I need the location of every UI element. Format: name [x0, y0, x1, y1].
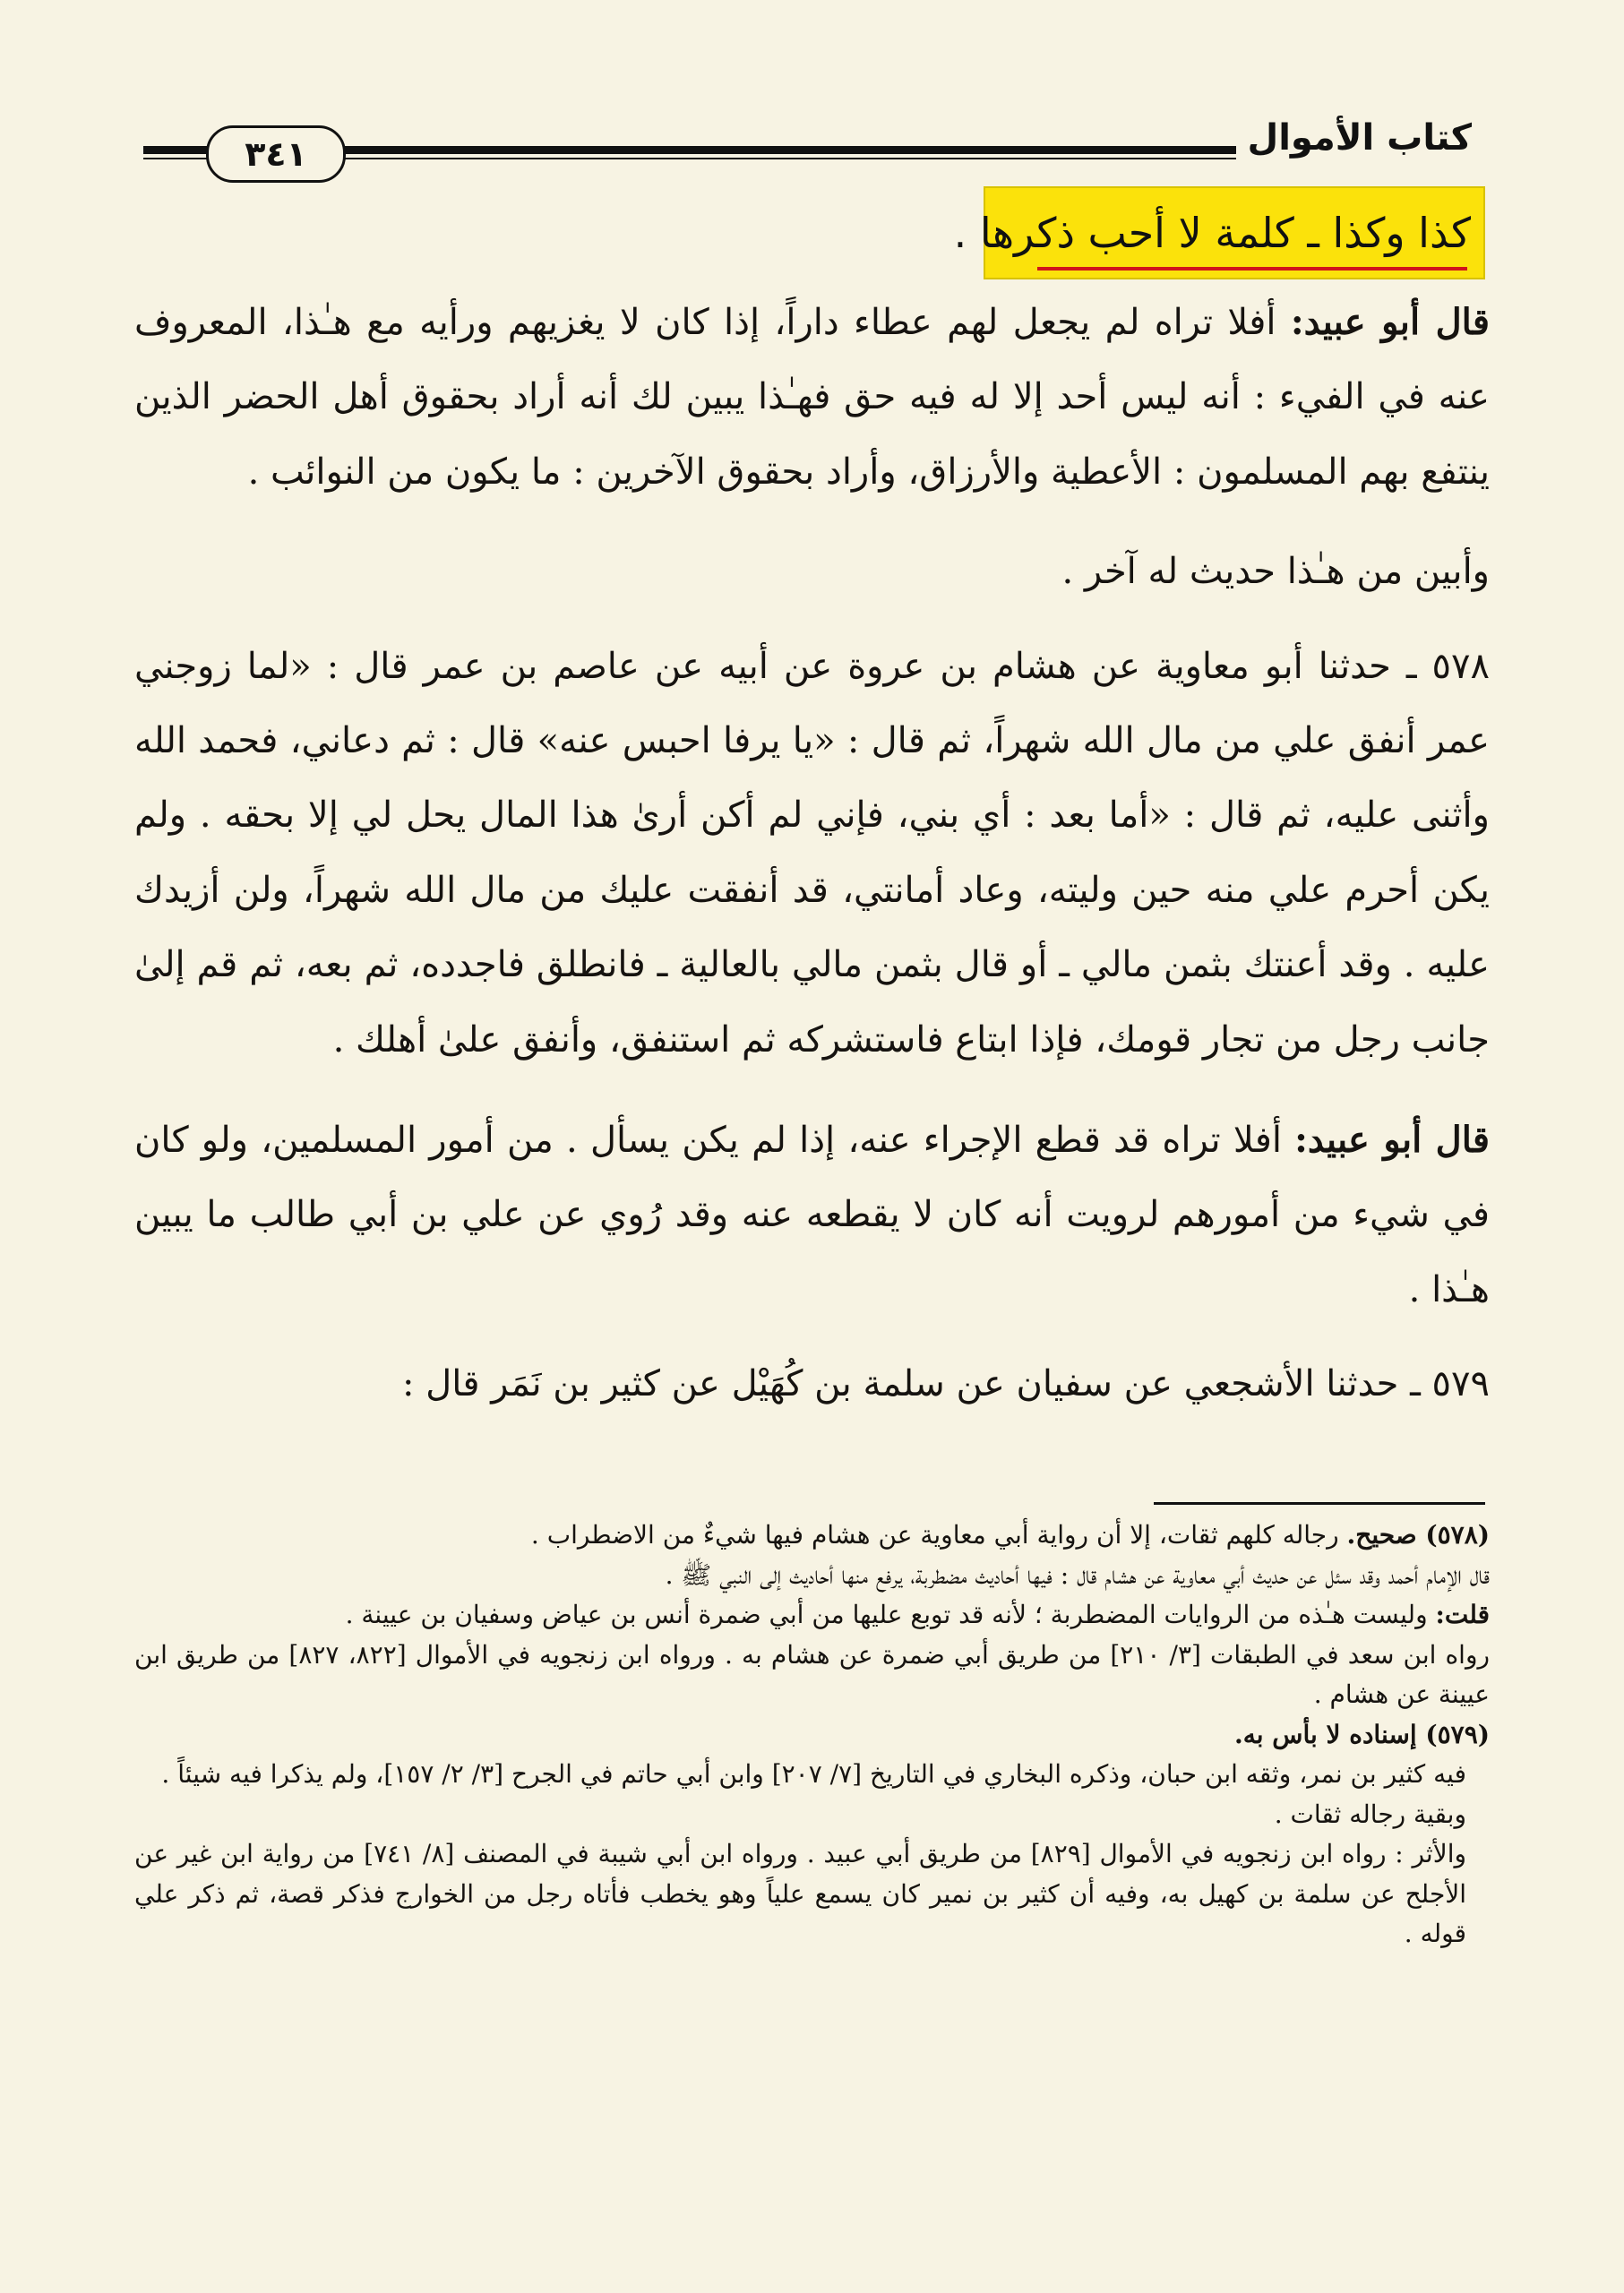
footnote-579-athar: والأثر : رواه ابن زنجويه في الأموال [٨٢٩] من طريق أبي عبيد . ورواه ابن أبي شيبة في المصنف [٨/ ٧٤١] من رواية ابن غير عن الأجلح عن سلمة بن كهيل به، وفيه أن كثير بن نمير كان يسمع علياً وهو يخطب فأتاه رجل من الخوارج فذكر قصة، ثم ذكر علي قوله .: [134, 1839, 1467, 1948]
main-text: [134, 285, 1490, 1422]
hadith-578: ٥٧٨ ـ حدثنا أبو معاوية عن هشام بن عروة عن أبيه عن عاصم بن عمر قال : «لما زوجني عمر أنفق علي من مال الله شهراً، ثم قال : «يا يرفا احبس عنه» قال : ثم دعاني، فحمد الله وأثنى عليه، ثم قال : «أما بعد : أي بني، فإني لم أكن أرىٰ هذا المال يحل لي إلا بحقه . ولم يكن أحرم علي منه حين وليته، وعاد أمانتي، قد أنفقت عليك من مال الله شهراً، ولن أزيدك عليه . وقد أعنتك بثمن مالي ـ أو قال بثمن مالي بالعالية ـ فانطلق فاجدده، ثم بعه، ثم قم إلىٰ جانب رجل من تجار قومك، فإذا ابتاع فاستشركه ثم استنفق، وأنفق علىٰ أهلك .: [134, 645, 1490, 1061]
paragraph-abu-ubayd-2: [134, 1103, 1490, 1327]
footnotes: [134, 1516, 1490, 1954]
footnote-579-rijal: وبقية رجاله ثقات .: [1274, 1799, 1466, 1829]
paragraph-abu-ubayd-1: [134, 285, 1490, 510]
highlight-text: كذا وكذا ـ كلمة لا أحب ذكرها .: [953, 209, 1471, 257]
footnote-divider: [1154, 1502, 1485, 1505]
footnote-578: [134, 1516, 1490, 1556]
footnote-579-label: (٥٧٩) إسناده لا بأس به.: [1234, 1719, 1490, 1749]
footnote-label: (٥٧٨) صحيح.: [1346, 1520, 1490, 1550]
hadith-579: ٥٧٩ ـ حدثنا الأشجعي عن سفيان عن سلمة بن كُهَيْل عن كثير بن نَمَر قال :: [401, 1363, 1490, 1405]
footnote-578-takhrij: رواه ابن سعد في الطبقات [٣/ ٢١٠] من طريق أبي ضمرة عن هشام به . ورواه ابن زنجويه في الأموال [٨٢٢، ٨٢٧] من طريق ابن عيينة عن هشام .: [134, 1639, 1491, 1709]
highlight-underline: [1037, 267, 1467, 271]
footnote-579-text: فيه كثير بن نمر، وثقه ابن حبان، وذكره البخاري في التاريخ [٧/ ٢٠٧] وابن أبي حاتم في الجرح [٣/ ٢/ ١٥٧]، ولم يذكرا فيه شيئاً .: [161, 1759, 1466, 1789]
footnote-text: رجاله كلهم ثقات، إلا أن رواية أبي معاوية عن هشام فيها شيءٌ من الاضطراب .: [530, 1520, 1347, 1550]
page-number: ٣٤١: [245, 134, 307, 174]
paragraph-text: أفلا تراه لم يجعل لهم عطاء داراً، إذا كان لا يغزيهم ورأيه مع هـٰذا، المعروف عنه في الفيء : أنه ليس أحد إلا له فيه حق فهـٰذا يبين لك أنه أراد بحقوق أهل الحضر الذين ينتفع بهم المسلمون : الأعطية والأرزاق، وأراد بحقوق الآخرين : ما يكون من النوائب .: [134, 302, 1490, 493]
footnote-text: وليست هـٰذه من الروايات المضطربة ؛ لأنه قد توبع عليها من أبي ضمرة أنس بن عياض وسفيان بن عيينة .: [345, 1600, 1436, 1629]
highlight-box: [953, 186, 1485, 279]
book-title: كتاب الأموال: [1247, 117, 1472, 159]
paragraph-clearer: وأبين من هـٰذا حديث له آخر .: [1061, 551, 1490, 593]
paragraph-text: أفلا تراه قد قطع الإجراء عنه، إذا لم يكن يسأل . من أمور المسلمين، ولو كان في شيء من أمورهم لرويت أنه كان لا يقطعه عنه وقد رُوي عن علي بن أبي طالب ما يبين هـٰذا .: [134, 1120, 1490, 1310]
page-number-badge: [206, 125, 346, 183]
speaker-label: قال أبو عبيد:: [1294, 1119, 1491, 1162]
speaker-label: قال أبو عبيد:: [1290, 301, 1490, 343]
footnote-578-imam: قال الإمام أحمد وقد سئل عن حديث أبي معاوية عن هشام قال : فيها أحاديث مضطربة، يرفع منها أحاديث إلى النبي ﷺ .: [665, 1559, 1490, 1590]
footnote-578-qultu: [134, 1595, 1490, 1636]
footnote-label: قلت:: [1435, 1600, 1490, 1629]
